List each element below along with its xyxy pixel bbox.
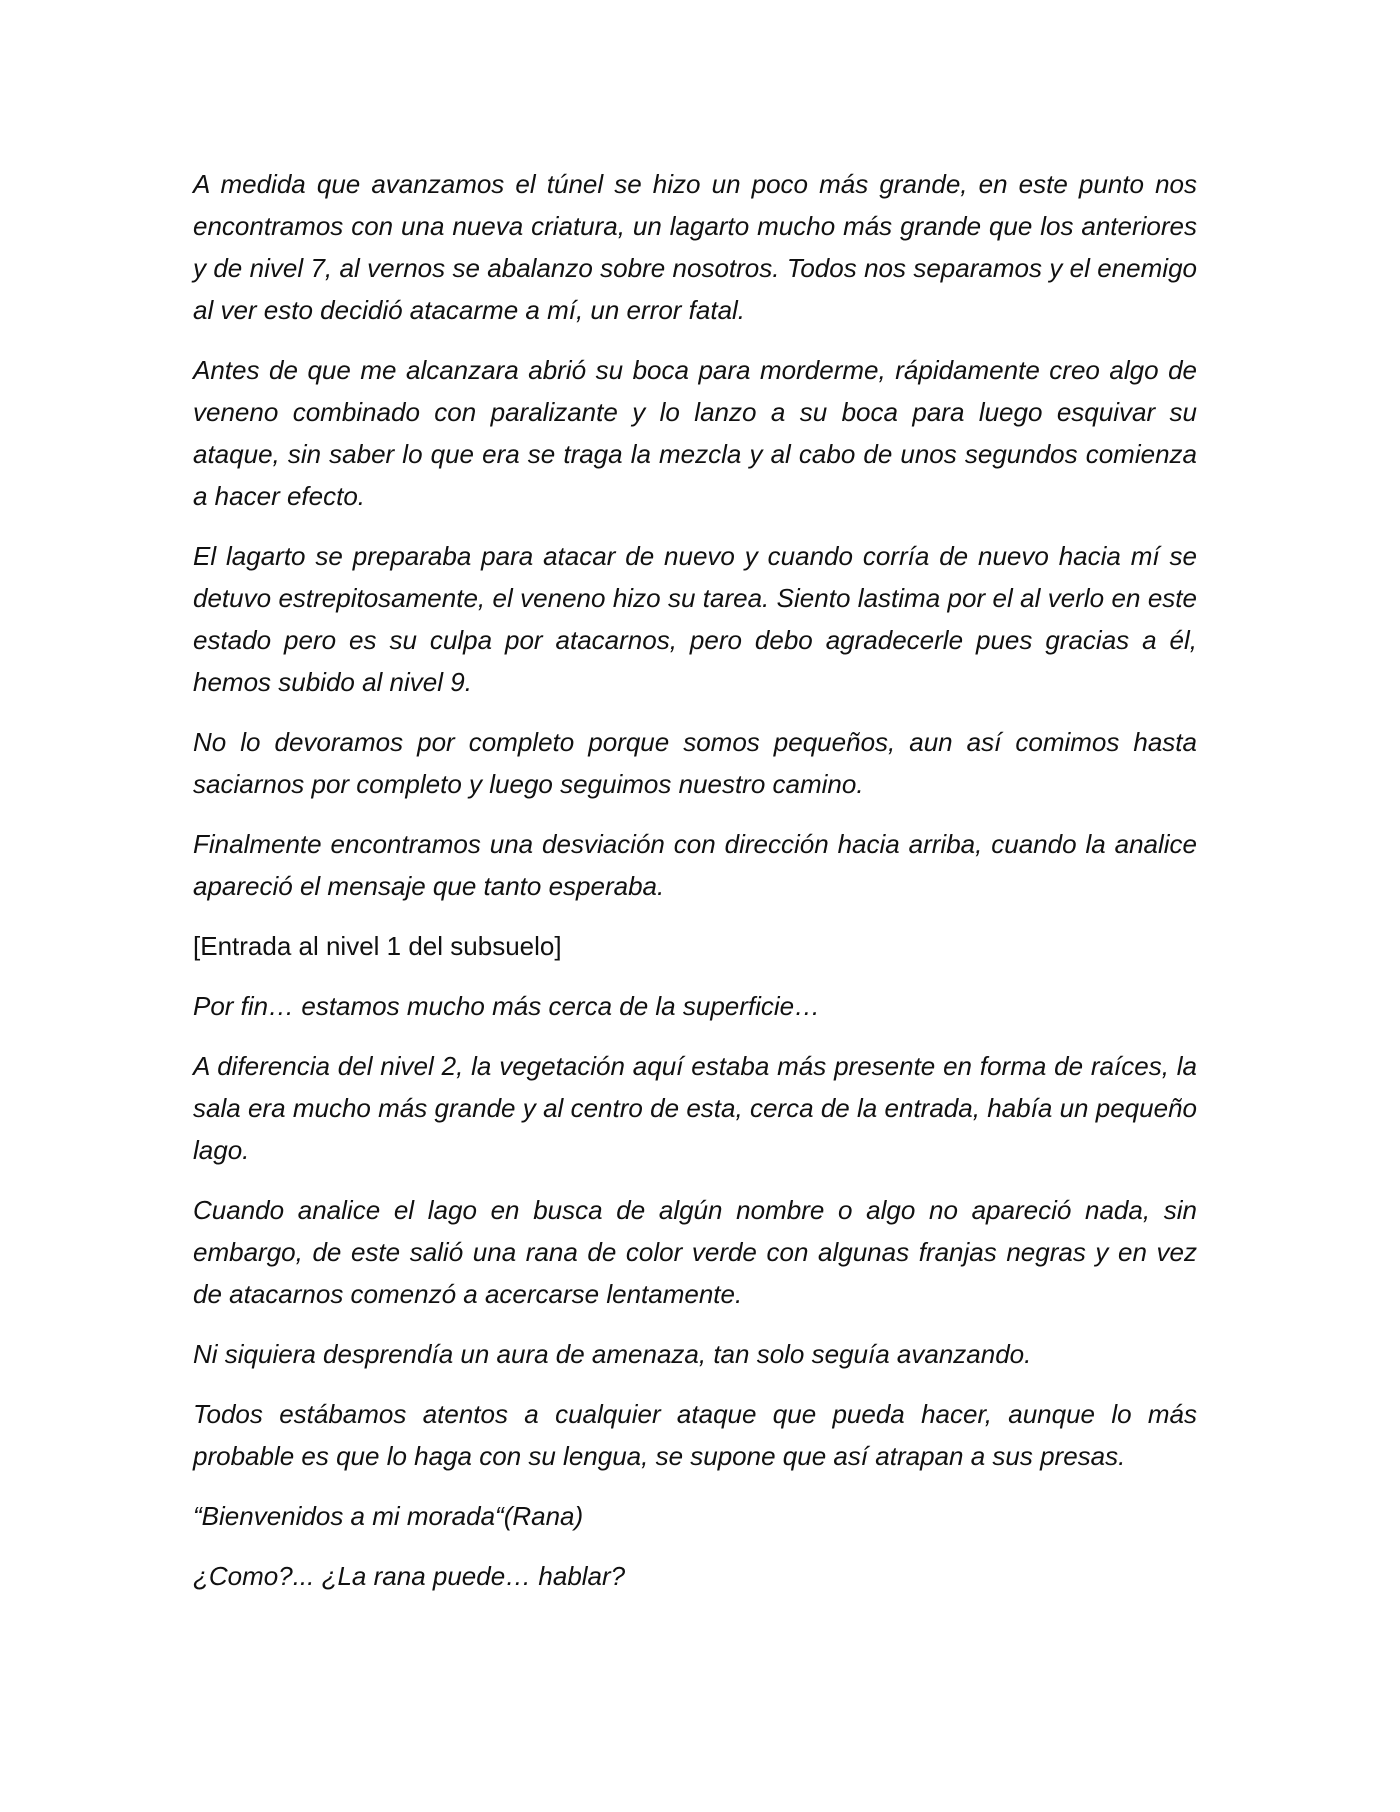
paragraph-4: No lo devoramos por completo porque somos pequeños, aun así comimos hasta saciarnos por completo y luego seguimos nuestro camino. — [193, 727, 1197, 799]
system-message: [Entrada al nivel 1 del subsuelo] — [193, 931, 562, 961]
paragraph-10: Ni siquiera desprendía un aura de amenaza, tan solo seguía avanzando. — [193, 1339, 1032, 1369]
paragraph-2: Antes de que me alcanzara abrió su boca para morderme, rápidamente creo algo de veneno combinado con paralizante y lo lanzo a su boca para luego esquivar su ataque, sin saber lo que era se traga la mezcla y al cabo de unos segundos comienza a hacer efecto. — [193, 355, 1197, 511]
dialogue-line: “Bienvenidos a mi morada“(Rana) — [193, 1501, 584, 1531]
paragraph-3: El lagarto se preparaba para atacar de nuevo y cuando corría de nuevo hacia mí se detuvo estrepitosamente, el veneno hizo su tarea. Siento lastima por el al verlo en este estado pero es su culpa por atacarnos, pero debo agradecerle pues gracias a él, hemos subido al nivel 9. — [193, 541, 1197, 697]
document-page — [193, 163, 1197, 1615]
paragraph-7: Por fin… estamos mucho más cerca de la superficie… — [193, 991, 821, 1021]
paragraph-5: Finalmente encontramos una desviación con dirección hacia arriba, cuando la analice apareció el mensaje que tanto esperaba. — [193, 829, 1197, 901]
paragraph-1: A medida que avanzamos el túnel se hizo un poco más grande, en este punto nos encontramos con una nueva criatura, un lagarto mucho más grande que los anteriores y de nivel 7, al vernos se abalanzo sobre nosotros. Todos nos separamos y el enemigo al ver esto decidió atacarme a mí, un error fatal. — [193, 169, 1197, 325]
paragraph-8: A diferencia del nivel 2, la vegetación aquí estaba más presente en forma de raíces, la sala era mucho más grande y al centro de esta, cerca de la entrada, había un pequeño lago. — [193, 1051, 1197, 1165]
paragraph-13: ¿Como?... ¿La rana puede… hablar? — [193, 1561, 626, 1591]
paragraph-11: Todos estábamos atentos a cualquier ataque que pueda hacer, aunque lo más probable es que lo haga con su lengua, se supone que así atrapan a sus presas. — [193, 1399, 1197, 1471]
paragraph-9: Cuando analice el lago en busca de algún nombre o algo no apareció nada, sin embargo, de este salió una rana de color verde con algunas franjas negras y en vez de atacarnos comenzó a acercarse lentamente. — [193, 1195, 1197, 1309]
